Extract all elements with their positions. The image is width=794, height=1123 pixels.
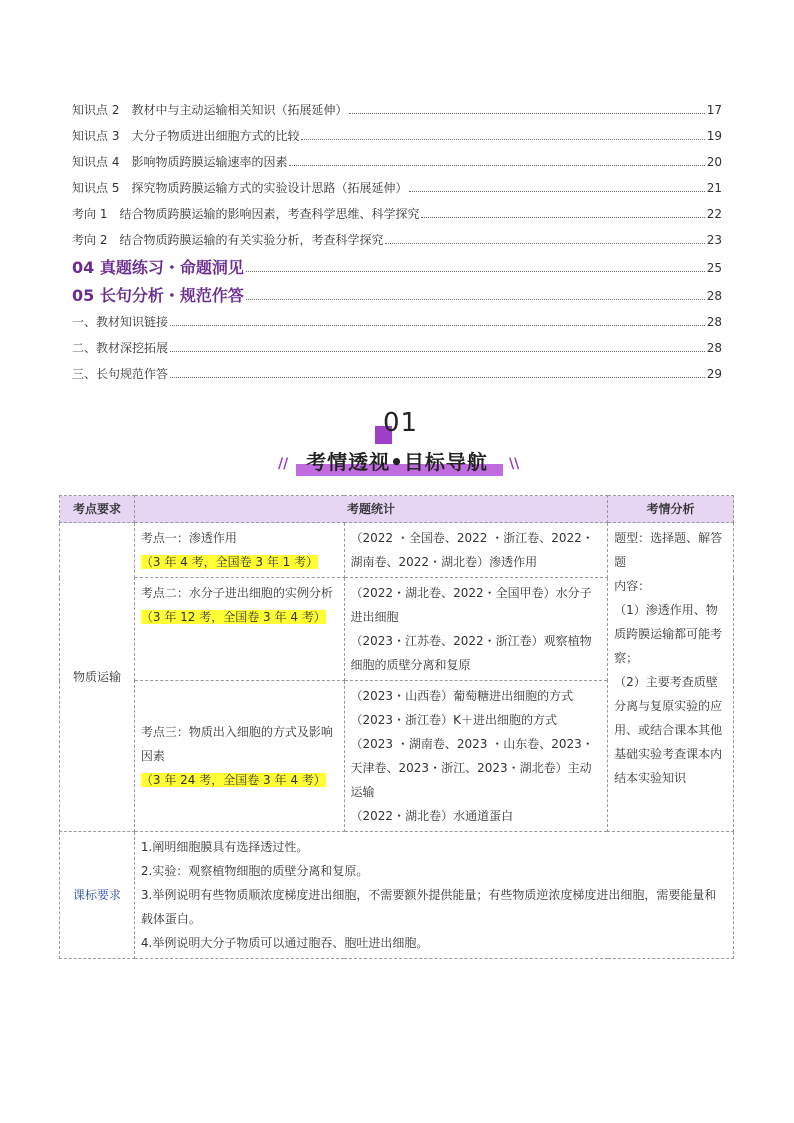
exam-cell: （2022・湖北卷、2022・全国甲卷）水分子进出细胞 （2023・江苏卷、2022・浙江卷）观察植物细胞的质壁分离和复原	[344, 578, 608, 681]
slash-decoration-right: \\	[509, 456, 520, 472]
exam-cell: （2023・山西卷）葡萄糖进出细胞的方式 （2023・浙江卷）K＋进出细胞的方式 （2023 ・湖南卷、2023 ・山东卷、2023・天津卷、2023・浙江、2023・湖北卷）主动运输 （2022・湖北卷）水通道蛋白	[344, 681, 608, 832]
category-cell: 物质运输	[60, 523, 135, 832]
standard-label-cell: 课标要求	[60, 832, 135, 959]
exam-cell: （2022 ・全国卷、2022 ・浙江卷、2022・湖南卷、2022・湖北卷）渗透作用	[344, 523, 608, 578]
table-header-row	[60, 496, 734, 523]
point-cell: 考点一：渗透作用 （3 年 4 考，全国卷 3 年 1 考）	[134, 523, 344, 578]
exam-analysis-table	[59, 495, 734, 959]
table-row	[60, 523, 734, 578]
toc-entry[interactable]: 知识点 5 探究物质跨膜运输方式的实验设计思路（拓展延伸） 21	[72, 181, 722, 195]
toc-entry[interactable]: 三、长句规范作答 29	[72, 367, 722, 381]
point-cell: 考点二：水分子进出细胞的实例分析 （3 年 12 考，全国卷 3 年 4 考）	[134, 578, 344, 681]
analysis-cell: 题型：选择题、解答题 内容： （1）渗透作用、物质跨膜运输都可能考察； （2）主要考查质壁分离与复原实验的应用、或结合课本其他基础实验考查课本内结本实验知识	[608, 523, 734, 832]
toc-entry[interactable]: 二、教材深挖拓展 28	[72, 341, 722, 355]
stat-highlight: （3 年 12 考，全国卷 3 年 4 考）	[140, 610, 326, 624]
toc-section[interactable]: 04 真题练习・命题洞见 25	[72, 258, 722, 277]
stat-highlight: （3 年 4 考，全国卷 3 年 1 考）	[140, 555, 319, 569]
header-analysis: 考情分析	[608, 496, 734, 523]
section-banner	[0, 408, 794, 478]
toc-entry[interactable]: 一、教材知识链接 28	[72, 315, 722, 329]
table-row	[60, 832, 734, 959]
toc-entry[interactable]: 知识点 3 大分子物质进出细胞方式的比较 19	[72, 129, 722, 143]
header-requirement: 考点要求	[60, 496, 135, 523]
stat-highlight: （3 年 24 考，全国卷 3 年 4 考）	[140, 773, 326, 787]
standards-cell: 1.阐明细胞膜具有选择透过性。 2.实验：观察植物细胞的质壁分离和复原。 3.举例说明有些物质顺浓度梯度进出细胞，不需要额外提供能量；有些物质逆浓度梯度进出细胞，需要能量和载体蛋白。 4.举例说明大分子物质可以通过胞吞、胞吐进出细胞。	[134, 832, 733, 959]
section-title: 考情透视•目标导航	[306, 450, 488, 474]
toc-entry[interactable]: 知识点 4 影响物质跨膜运输速率的因素 20	[72, 155, 722, 169]
toc-entry[interactable]: 考向 2 结合物质跨膜运输的有关实验分析，考查科学探究 23	[72, 233, 722, 247]
section-number: 01	[383, 408, 419, 438]
toc-entry[interactable]: 知识点 2 教材中与主动运输相关知识（拓展延伸） 17	[72, 103, 722, 117]
toc-section[interactable]: 05 长句分析・规范作答 28	[72, 286, 722, 305]
header-statistics: 考题统计	[134, 496, 607, 523]
table-of-contents	[72, 92, 722, 382]
point-cell: 考点三：物质出入细胞的方式及影响因素 （3 年 24 考，全国卷 3 年 4 考）	[134, 681, 344, 832]
slash-decoration-left: //	[278, 456, 289, 472]
toc-entry[interactable]: 考向 1 结合物质跨膜运输的影响因素，考查科学思维、科学探究 22	[72, 207, 722, 221]
